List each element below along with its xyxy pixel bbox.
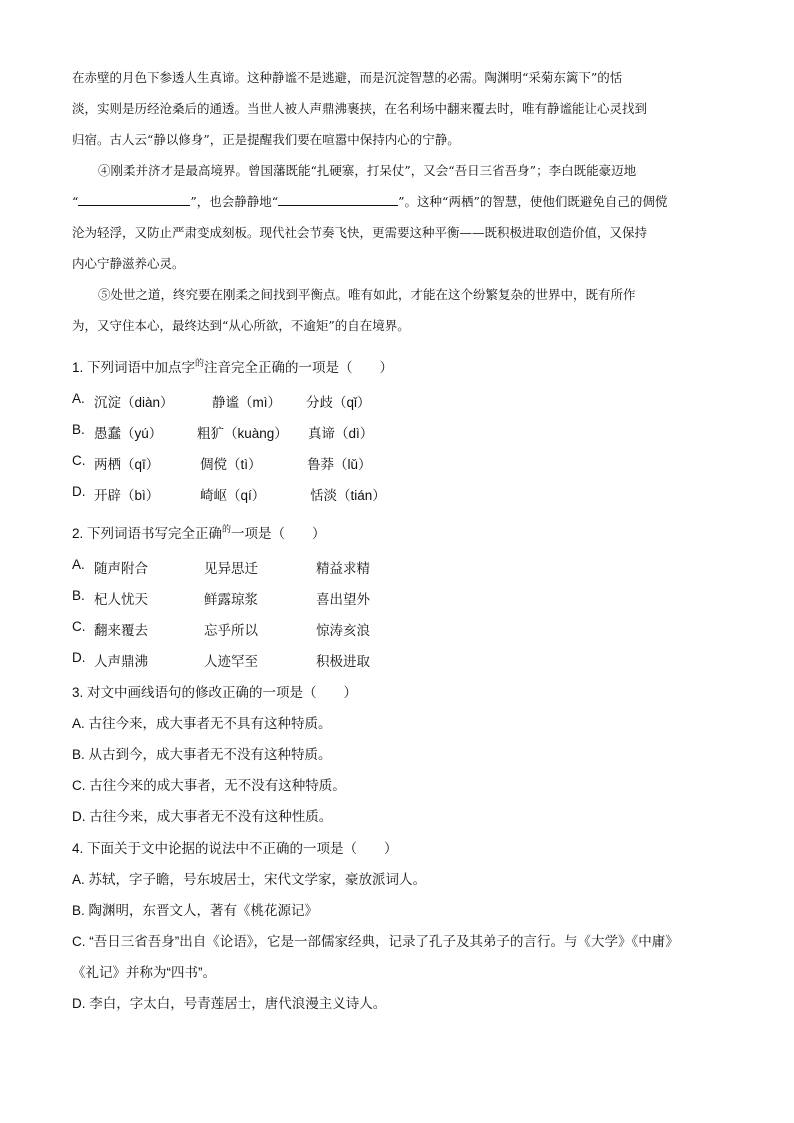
stem-dot: 的 [195, 358, 205, 368]
option-label: B. [72, 588, 85, 603]
option-item: 鲜露琼浆 [204, 592, 258, 607]
option-label: C. [72, 453, 86, 468]
option-item: 人迹罕至 [204, 654, 258, 669]
option-item: 崎岖（qí） [200, 488, 266, 503]
option-item: 杞人忧天 [94, 592, 148, 607]
option-item: 喜出望外 [316, 592, 370, 607]
option-item: 恬淡（tián） [310, 488, 386, 503]
question-3-option-c[interactable]: C. 古往今来的成大事者，无不没有这种特质。 [72, 778, 346, 793]
question-4-option-c-continued: 《礼记》并称为“四书”。 [72, 965, 216, 980]
quote-open: “ [72, 194, 79, 209]
option-item: 沉淀（diàn） [94, 395, 174, 410]
option-item: 见异思迁 [204, 561, 258, 576]
passage-line: 淡，实则是历经沧桑后的通透。当世人被人声鼎沸裹挟，在名利场中翻来覆去时，唯有静谧能让心灵找到 [72, 101, 648, 116]
option-item: 精益求精 [316, 561, 370, 576]
option-item: 开辟（bì） [94, 488, 160, 503]
passage-line: 归宿。古人云“静以修身”，正是提醒我们要在喧嚣中保持内心的宁静。 [72, 132, 460, 147]
passage-line: ⑤处世之道，终究要在刚柔之间找到平衡点。唯有如此，才能在这个纷繁复杂的世界中，既有所作 [98, 287, 636, 302]
option-label: D. [72, 650, 86, 665]
passage-paragraph-3-end [72, 62, 722, 155]
stem-text: 一项是（ ） [231, 526, 326, 541]
question-4-option-a[interactable]: A. 苏轼，字子瞻，号东坡居士，宋代文学家，豪放派词人。 [72, 872, 427, 887]
reading-passage [72, 62, 722, 341]
passage-line: ④刚柔并济才是最高境界。曾国藩既能“扎硬寨，打呆仗”，又会“吾日三省吾身”；李白既能豪迈地 [98, 163, 637, 178]
question-3-option-a[interactable]: A. 古往今来，成大事者无不具有这种特质。 [72, 716, 332, 731]
option-item: 积极进取 [316, 654, 370, 669]
option-item: 人声鼎沸 [94, 654, 148, 669]
passage-paragraph-4 [72, 155, 722, 279]
question-4-option-d[interactable]: D. 李白，字太白，号青莲居士，唐代浪漫主义诗人。 [72, 996, 387, 1011]
option-item: 愚蠢（yú） [94, 426, 163, 441]
option-label: A. [72, 557, 85, 572]
passage-line: 内心宁静滋养心灵。 [72, 256, 185, 271]
option-item: 随声附合 [94, 561, 148, 576]
option-item: 忘乎所以 [204, 623, 258, 638]
fill-blank-2[interactable] [278, 191, 398, 206]
passage-text: ”，也会静静地“ [190, 194, 279, 209]
option-item: 倜傥（tì） [200, 457, 262, 472]
stem-text: 2. 下列词语书写完全正确 [72, 526, 223, 541]
option-item: 两栖（qī） [94, 457, 160, 472]
option-item: 惊涛亥浪 [316, 623, 370, 638]
passage-text: ”。这种“两栖”的智慧，使他们既避免自己的倜傥 [398, 194, 668, 209]
question-3-option-b[interactable]: B. 从古到今，成大事者无不没有这种特质。 [72, 747, 332, 762]
question-4-stem: 4. 下面关于文中论据的说法中不正确的一项是（ ） [72, 841, 398, 856]
option-item: 静谧（mì） [212, 395, 281, 410]
option-item: 鲁莽（lǔ） [307, 457, 372, 472]
question-3-option-d[interactable]: D. 古往今来，成大事者无不没有这种性质。 [72, 809, 333, 824]
passage-line: 沦为轻浮，又防止严肃变成刻板。现代社会节奏飞快，更需要这种平衡——既积极进取创造价值，又保持 [72, 225, 648, 240]
option-item: 分歧（qǐ） [306, 395, 371, 410]
passage-line: 为，又守住本心，最终达到“从心所欲，不逾矩”的自在境界。 [72, 318, 410, 333]
question-1-stem [72, 356, 393, 376]
option-label: C. [72, 619, 86, 634]
passage-paragraph-5 [72, 279, 722, 341]
option-item: 粗犷（kuàng） [197, 426, 288, 441]
passage-line: 在赤壁的月色下参透人生真谛。这种静谧不是逃避，而是沉淀智慧的必需。陶渊明“采菊东篱下”的恬 [72, 70, 623, 85]
stem-dot: 的 [222, 524, 232, 534]
option-label: D. [72, 484, 86, 499]
question-4-option-c[interactable]: C. “吾日三省吾身”出自《论语》，它是一部儒家经典，记录了孔子及其弟子的言行。与《大学》《中庸》 [72, 934, 679, 949]
option-label: B. [72, 422, 85, 437]
question-4-option-b[interactable]: B. 陶渊明，东晋文人，著有《桃花源记》 [72, 903, 319, 918]
stem-text: 注音完全正确的一项是（ ） [204, 360, 394, 375]
option-label: A. [72, 391, 85, 406]
question-2-stem [72, 522, 326, 542]
fill-blank-1[interactable] [78, 191, 190, 206]
option-item: 翻来覆去 [94, 623, 148, 638]
option-item: 真谛（dì） [308, 426, 374, 441]
stem-text: 1. 下列词语中加点字 [72, 360, 196, 375]
question-3-stem: 3. 对文中画线语句的修改正确的一项是（ ） [72, 685, 358, 700]
